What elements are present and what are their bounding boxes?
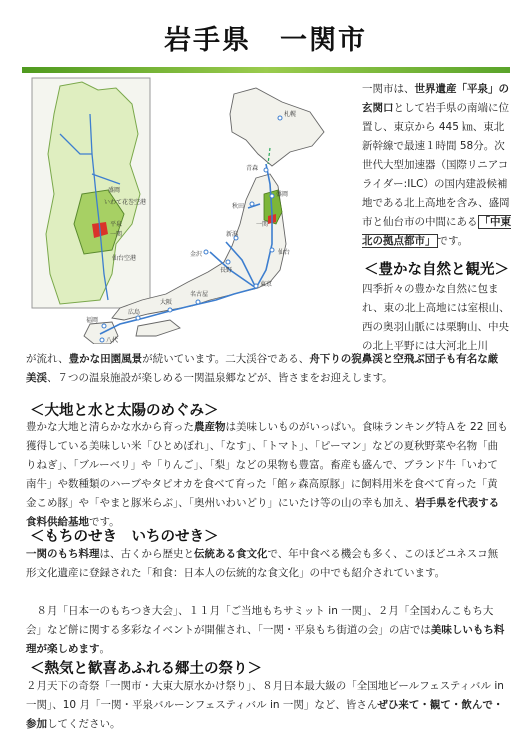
inset-label-hiraizumi: 平泉 bbox=[110, 221, 123, 228]
nature-text-d: 、７つの温泉施設が楽しめる一関温泉郷などが、皆さまをお迎えします。 bbox=[47, 372, 393, 384]
label-sendai: 仙台 bbox=[278, 249, 291, 256]
nature-bold-1: 豊かな田園風景 bbox=[68, 353, 143, 365]
inset-label-ichinoseki: 一関 bbox=[110, 231, 123, 238]
section-nature-text bbox=[26, 350, 508, 388]
festival-text-1: ２月天下の奇祭「一関市・大東大原水かけ祭り」、８月日本最大級の「全国地ビールフェスティバル in 一関」、10 月「一関・平泉バルーンフェスティバル in 一関」など、皆さん bbox=[26, 680, 504, 711]
produce-bold-1: 農産物 bbox=[194, 421, 226, 433]
produce-text-3: です。 bbox=[89, 516, 120, 528]
mochi-bold-2: 伝統ある食文化 bbox=[194, 548, 268, 560]
intro-paragraph bbox=[362, 80, 512, 251]
mochi-text-1: は、古くから歴史と bbox=[99, 548, 194, 560]
section-produce-text bbox=[26, 418, 508, 532]
mochi-text-2: で、年中食べる機会も多く、このほどユネスコ無形文化遺産に登録された「和食：日本人の伝統的な食文化」の中でも紹介されています。 bbox=[26, 548, 499, 579]
label-fukuoka: 福岡 bbox=[86, 317, 99, 324]
label-morioka: 盛岡 bbox=[276, 191, 289, 198]
label-ichinoseki: 一関 bbox=[256, 221, 269, 228]
japan-map bbox=[20, 74, 352, 344]
section-produce-heading: ＜大地と水と太陽のめぐみ＞ bbox=[30, 402, 219, 419]
label-hiroshima: 広島 bbox=[128, 309, 141, 316]
section-festival-text bbox=[26, 677, 508, 734]
produce-text-2: は美味しいものがいっぱい。食味ランキング特Ａを 22 回も獲得している美味しい米「ひとめぼれ」、「なす」、「トマト」、「ピーマン」などの夏秋野菜や名物「曲りねぎ」、「ブルーベリ」や「りんご」、「梨」などの果物も豊富。畜産も盛んで、ブランド牛「いわて南牛」や数種類のハーブやタピオカを食べて育った「館ヶ森高原豚」に飼料用米を食べて育った「黄金こめ豚」や「やまと豚米らぶ」、「奥州いわいどり」にいたけ等の山の幸も加え、 bbox=[26, 421, 508, 509]
produce-bold-2: 岩手県を代表する食料供給基地 bbox=[26, 497, 500, 528]
label-nagoya: 名古屋 bbox=[190, 291, 209, 298]
inset-label-morioka: 盛岡 bbox=[108, 187, 121, 194]
mochi-text-4: 。 bbox=[99, 643, 110, 655]
label-yatsushiro: 八代 bbox=[106, 337, 119, 344]
label-tokyo: 東京 bbox=[260, 281, 273, 288]
nature-text-c: が続いています。二大渓谷である、 bbox=[142, 353, 310, 365]
section-mochi-heading: ＜もちのせき いちのせき＞ bbox=[30, 528, 219, 545]
inset-label-hanamaki-airport: いわて花巻空港 bbox=[104, 199, 147, 206]
nature-text-b: が流れ、 bbox=[26, 353, 69, 365]
label-nagano: 長野 bbox=[220, 267, 233, 274]
label-niigata: 新潟 bbox=[226, 231, 239, 238]
intro-text-3: です。 bbox=[437, 235, 469, 247]
title-underline bbox=[22, 67, 510, 73]
page-title: 岩手県 一関市 bbox=[164, 25, 367, 56]
label-akita: 秋田 bbox=[232, 203, 245, 210]
label-kanazawa: 金沢 bbox=[190, 251, 203, 258]
inset-label-sendai-airport: 仙台空港 bbox=[112, 255, 137, 262]
section-nature-text-right: 四季折々の豊かな自然に包まれ、東の北上高地には室根山、西の奥羽山脈には栗駒山、中央の北上平野には大河北上川 bbox=[362, 283, 510, 352]
intro-highlight: 「中東北の拠点都市」 bbox=[362, 216, 511, 247]
mochi-bold-3: 美味しいもち料理が楽しめます bbox=[26, 624, 505, 655]
section-mochi-events bbox=[26, 602, 508, 659]
section-festival-heading: ＜熱気と歓喜あふれる郷土の祭り＞ bbox=[30, 660, 262, 677]
label-aomori: 青森 bbox=[246, 165, 259, 172]
produce-text-1: 豊かな大地と清らかな水から育った bbox=[26, 421, 194, 433]
label-iwate: 岩手県 bbox=[284, 197, 303, 204]
section-nature-heading: ＜豊かな自然と観光＞ bbox=[364, 261, 509, 278]
map-graphic bbox=[20, 74, 352, 344]
label-sapporo: 札幌 bbox=[284, 111, 297, 118]
label-osaka: 大阪 bbox=[160, 299, 173, 306]
festival-bold-1: ぜひ来て・観て・飲んで・参加 bbox=[26, 699, 504, 730]
intro-text-1: 一関市は、 bbox=[362, 83, 415, 95]
intro-text-2: として岩手県の南端に位置し、東京から 445 ㎞、東北新幹線で最速１時間 58分。次世代大型加速器（国際リニアコライダー:ILC）の国内建設候補地である北上高地を含み、盛岡市と仙台市の中間にある bbox=[362, 102, 510, 228]
intro-bold-heritage: 世界遺産「平泉」の玄関口 bbox=[362, 83, 509, 114]
section-mochi-text bbox=[26, 545, 508, 583]
festival-text-2: してください。 bbox=[47, 718, 121, 730]
mochi-bold-1: 一関のもち料理 bbox=[26, 548, 100, 560]
nature-bold-2: 舟下りの猊鼻渓と空飛ぶ団子も有名な厳美渓 bbox=[26, 353, 499, 384]
mochi-text-3: ８月「日本一のもちつき大会」、１１月「ご当地もちサミット in 一関」、２月「全国わんこもち大会」など餅に関する多彩なイベントが開催され、「一関・平泉もち街道の会」の店では bbox=[26, 605, 494, 636]
